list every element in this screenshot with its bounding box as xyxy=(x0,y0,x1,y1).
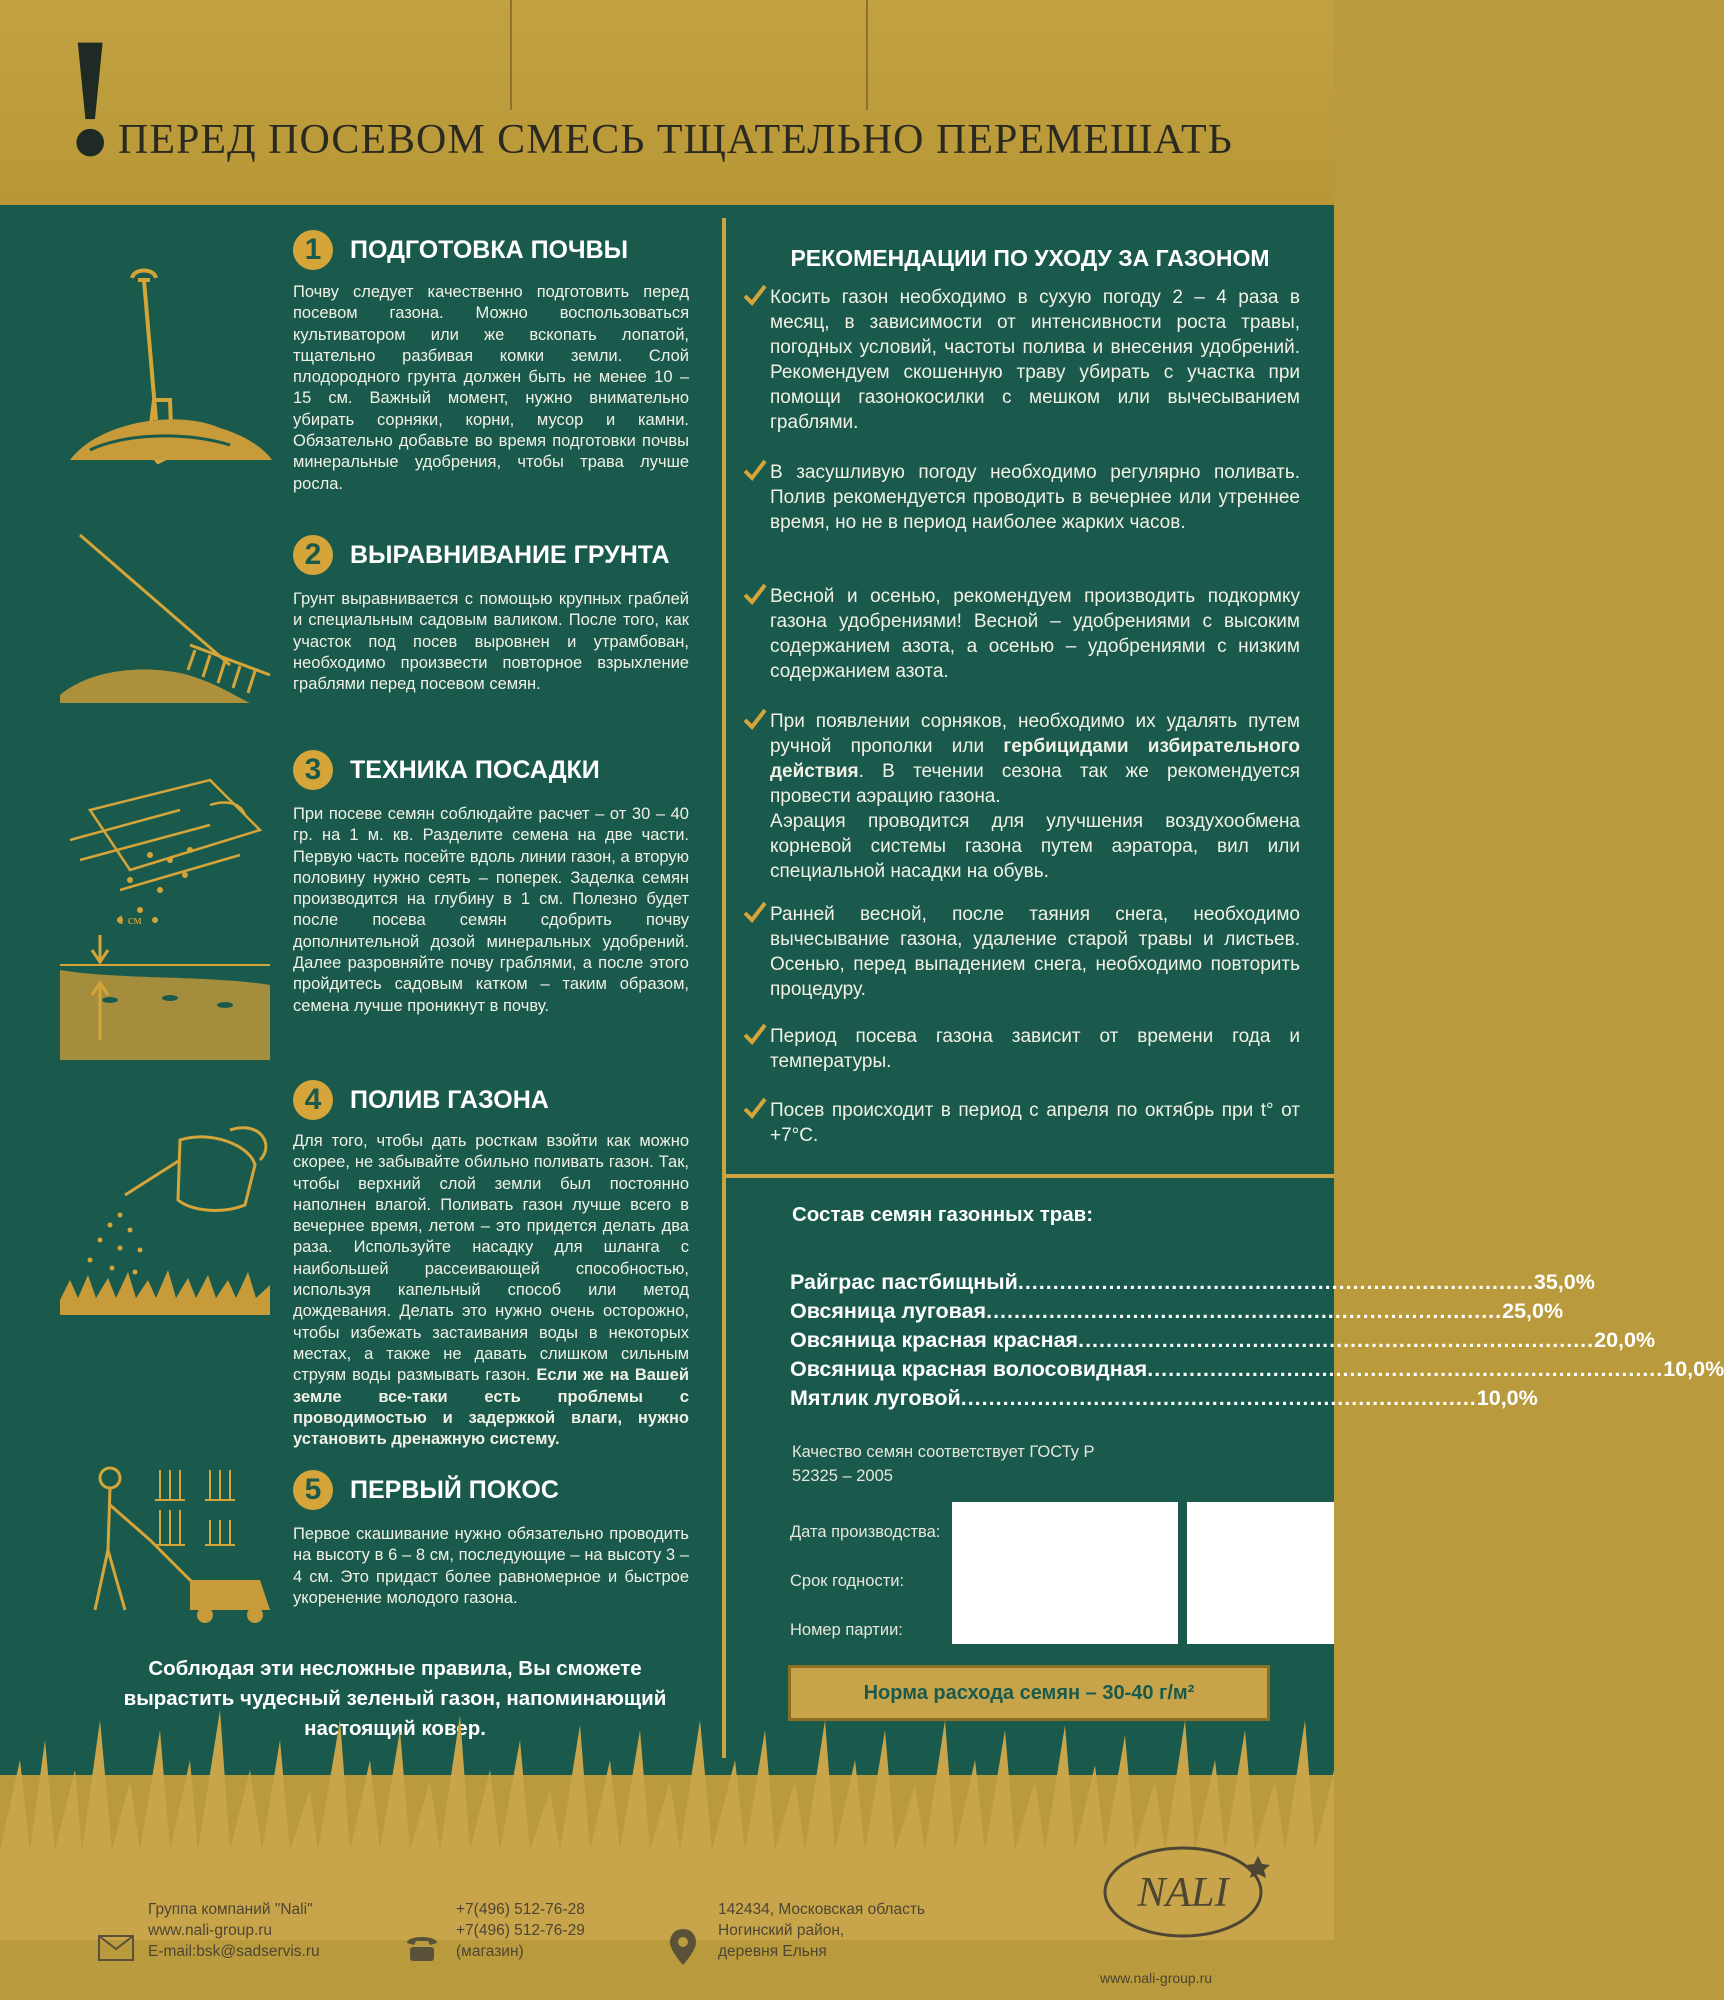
step-text: Почву следует качественно подготовить перед посевом газона. Можно воспользоваться культиватором или же вскопать лопатой, тщательно разбивая комки земли. Слой плодородного грунта должен быть не менее 10 – 15 см. Важный момент, нужно внимательно убирать сорняки, корни, мусор и камни. Обязательно добавьте во время подготовки почвы минеральные удобрения, чтобы трава лучше росла. xyxy=(293,283,689,493)
email-icon xyxy=(98,1935,134,1961)
section-divider xyxy=(722,1174,1334,1178)
composition-row: Овсяница красная красная .......................................................................... 20,0% xyxy=(790,1328,1656,1352)
sowing-icon xyxy=(60,770,280,1060)
date-stamp-box xyxy=(952,1502,1178,1644)
date-stamp-box xyxy=(1187,1502,1334,1644)
checkmark-icon xyxy=(742,707,768,731)
step-title: ПОЛИВ ГАЗОНА xyxy=(350,1086,549,1114)
watering-can-icon xyxy=(60,1120,280,1320)
checkmark-icon xyxy=(742,1022,768,1046)
composition-row: Мятлик луговой .......................................................................... 10,0% xyxy=(790,1386,1538,1410)
care-text: Косить газон необходимо в сухую погоду 2 – 4 раза в месяц, в зависимости от интенсивности роста травы, погодных условий, частоты полива и внесения удобрений. Рекомендуем скошенную траву убирать с участка при помощи газонокосилки с мешком или вычесыванием граблями. xyxy=(770,287,1300,433)
exclamation-icon: ! xyxy=(62,3,119,191)
company-info: Группа компаний "Nali" www.nali-group.ru E-mail:bsk@sadservis.ru xyxy=(148,1901,320,1960)
step-number: 5 xyxy=(293,1470,333,1510)
phone-numbers: +7(496) 512-76-28 +7(496) 512-76-29 (магазин) xyxy=(456,1901,585,1960)
step-text: При посеве семян соблюдайте расчет – от 30 – 40 гр. на 1 м. кв. Разделите семена на две части. Первую часть посейте вдоль линии газон, а вторую половину нужно сеять – поперек. Заделка семян производится на глубину в 1 см. Полезно будет после посева семян сдобрить почву дополнительной дозой минеральных удобрений. Далее разровняйте почву граблями, а после этого пройдитесь садовым катком – таким образом, семена лучше проникнут в почву. xyxy=(293,805,689,1015)
care-text: В засушливую погоду необходимо регулярно поливать. Полив рекомендуется проводить в вечернее или утреннее время, но не в период наиболее жарких часов. xyxy=(770,462,1300,533)
box-flap-line xyxy=(866,0,868,110)
step-number: 2 xyxy=(293,535,333,575)
care-text: Период посева газона зависит от времени года и температуры. xyxy=(770,1026,1300,1072)
nali-logo xyxy=(1098,1832,1268,1952)
column-divider xyxy=(722,218,726,1758)
logo-url: www.nali-group.ru xyxy=(1100,1970,1213,1986)
step-title: ПЕРВЫЙ ПОКОС xyxy=(350,1476,559,1504)
care-text: Ранней весной, после таяния снега, необходимо вычесывание газона, удаление старой травы и листьев. Осенью, перед выпадением снега, необходимо повторить процедуру. xyxy=(770,904,1300,1000)
care-text-part: . В течении сезона так же рекомендуется провести аэрацию газона. xyxy=(770,761,1300,807)
care-text: Посев происходит в период с апреля по октябрь при t° от +7°С. xyxy=(770,1100,1300,1146)
care-item xyxy=(770,709,1300,884)
checkmark-icon xyxy=(742,1096,768,1120)
checkmark-icon xyxy=(742,900,768,924)
composition-row: Овсяница красная волосовидная .......................................................................... 10,0% xyxy=(790,1357,1724,1381)
expiry-label: Срок годности: xyxy=(790,1572,905,1590)
checkmark-icon xyxy=(742,582,768,606)
batch-label: Номер партии: xyxy=(790,1621,903,1639)
logo-text: NALI xyxy=(1137,1870,1229,1916)
checkmark-icon xyxy=(742,283,768,307)
step-text-normal: Для того, чтобы дать росткам взойти как можно скорее, не забывайте обильно поливать газон. Так, чтобы верхний слой земли был постоянно наполнен влагой. Поливать газон лучше всего в вечернее время, летом – это придется делать два раза. Используйте насадку для шланга с наибольшей рассеивающей способностью, используя капельный способ или метод дождевания. Делать это нужно очень осторожно, чтобы избежать застаивания воды в некоторых местах, а также не давать слишком сильным струям воды размывать газон. xyxy=(293,1132,689,1385)
step-text: Первое скашивание нужно обязательно проводить на высоту в 6 – 8 см, последующие – на высоту 3 – 4 см. Это придаст более равномерное и быстрое укоренение молодого газона. xyxy=(293,1525,689,1607)
step-text xyxy=(293,1131,689,1450)
step-text-bold: Если же на Вашей земле все-таки есть проблемы с проводимостью и задержкой влаги, нужно установить дренажную систему. xyxy=(293,1366,689,1449)
care-text-part: Аэрация проводится для улучшения воздухообмена корневой системы газона путем аэратора, вил или специальной насадки на обувь. xyxy=(770,811,1300,882)
closing-note: Соблюдая эти несложные правила, Вы сможете вырастить чудесный зеленый газон, напоминающий настоящий ковер. xyxy=(123,1657,667,1740)
composition-list xyxy=(790,1268,1724,1413)
step-title: ТЕХНИКА ПОСАДКИ xyxy=(350,756,600,784)
care-text: Весной и осенью, рекомендуем производить подкормку газона удобрениями! Весной – удобрениями с высоким содержанием азота, а осенью – удобрениями с низким содержанием азота. xyxy=(770,586,1300,682)
seed-rate-bar: Норма расхода семян – 30-40 г/м² xyxy=(788,1665,1270,1721)
phone-icon xyxy=(404,1933,440,1963)
care-item xyxy=(770,902,1300,1002)
headline: ПЕРЕД ПОСЕВОМ СМЕСЬ ТЩАТЕЛЬНО ПЕРЕМЕШАТЬ xyxy=(118,117,1233,163)
depth-label: 1 см xyxy=(118,912,142,927)
care-text-bold: гербицидами избирательного действия xyxy=(770,736,1301,782)
care-item xyxy=(770,460,1300,535)
step-title: ПОДГОТОВКА ПОЧВЫ xyxy=(350,236,629,264)
care-item xyxy=(770,285,1300,435)
checkmark-icon xyxy=(742,458,768,482)
step-title: ВЫРАВНИВАНИЕ ГРУНТА xyxy=(350,541,670,569)
step-number: 4 xyxy=(293,1080,333,1120)
lawnmower-icon xyxy=(60,1460,280,1635)
location-pin-icon xyxy=(668,1927,698,1967)
step-number: 1 xyxy=(293,230,333,270)
care-title: РЕКОМЕНДАЦИИ ПО УХОДУ ЗА ГАЗОНОМ xyxy=(790,245,1270,271)
step-number: 3 xyxy=(293,750,333,790)
composition-row: Овсяница луговая .......................................................................... 25,0% xyxy=(790,1299,1564,1323)
quality-standard: Качество семян соответствует ГОСТу Р 52325 – 2005 xyxy=(792,1443,1095,1485)
rake-icon xyxy=(60,525,280,705)
care-item xyxy=(770,1098,1300,1148)
composition-title: Состав семян газонных трав: xyxy=(792,1203,1094,1226)
box-flap-line xyxy=(510,0,512,110)
step-text: Грунт выравнивается с помощью крупных граблей и специальным садовым валиком. После того, как участок под посев выровнен и утрамбован, необходимо произвести повторное взрыхление граблями перед посевом семян. xyxy=(293,590,689,694)
care-text-part: При появлении сорняков, необходимо их удалять путем ручной прополки или xyxy=(770,711,1300,757)
care-text xyxy=(770,709,1300,884)
composition-row: Райграс пастбищный .......................................................................... 35,0% xyxy=(790,1270,1595,1294)
care-item xyxy=(770,584,1300,684)
care-item xyxy=(770,1024,1300,1074)
production-date-label: Дата производства: xyxy=(790,1523,941,1541)
top-band xyxy=(0,0,1334,205)
shovel-icon xyxy=(60,250,280,480)
address: 142434, Московская область Ногинский район, деревня Ельня xyxy=(718,1901,926,1960)
